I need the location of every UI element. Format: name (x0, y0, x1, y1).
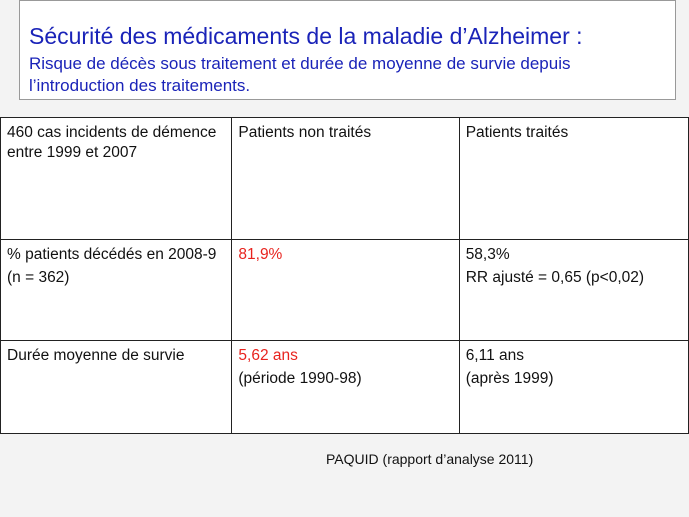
header-cell-treated: Patients traités (459, 118, 688, 240)
survival-label: Durée moyenne de survie (7, 347, 185, 364)
survival-label-cell (1, 341, 232, 434)
slide-title: Sécurité des médicaments de la maladie d’Alzheimer : (29, 23, 583, 49)
table-row-survival (1, 341, 689, 434)
deaths-untreated-cell (232, 240, 459, 341)
slide-subtitle: Risque de décès sous traitement et durée de moyenne de survie depuis l’introduction des traitements. (29, 54, 571, 95)
deaths-treated-cell (459, 240, 688, 341)
deaths-treated-value: 58,3% (465, 246, 510, 263)
deaths-untreated-value: 81,9% (238, 246, 283, 263)
deaths-treated-rr: RR ajusté = 0,65 (p<0,02) (465, 269, 645, 286)
deaths-sample-size: (n = 362) (7, 269, 70, 286)
survival-treated-period: (après 1999) (465, 370, 554, 387)
survival-untreated-period: (période 1990-98) (238, 370, 362, 387)
header-cell-untreated: Patients non traités (232, 118, 459, 240)
survival-treated-cell (459, 341, 688, 434)
survival-untreated-cell (232, 341, 459, 434)
title-box (19, 0, 676, 100)
table-row-deaths (1, 240, 689, 341)
header-cell-population: 460 cas incidents de démence entre 1999 et 2007 (1, 118, 232, 240)
survival-treated-value: 6,11 ans (465, 347, 525, 364)
deaths-label-cell (1, 240, 232, 341)
deaths-label: % patients décédés en 2008-9 (7, 246, 217, 263)
table-header-row (1, 118, 689, 240)
survival-untreated-value: 5,62 ans (238, 347, 298, 364)
source-citation: PAQUID (rapport d’analyse 2011) (326, 451, 534, 467)
results-table (0, 117, 689, 434)
